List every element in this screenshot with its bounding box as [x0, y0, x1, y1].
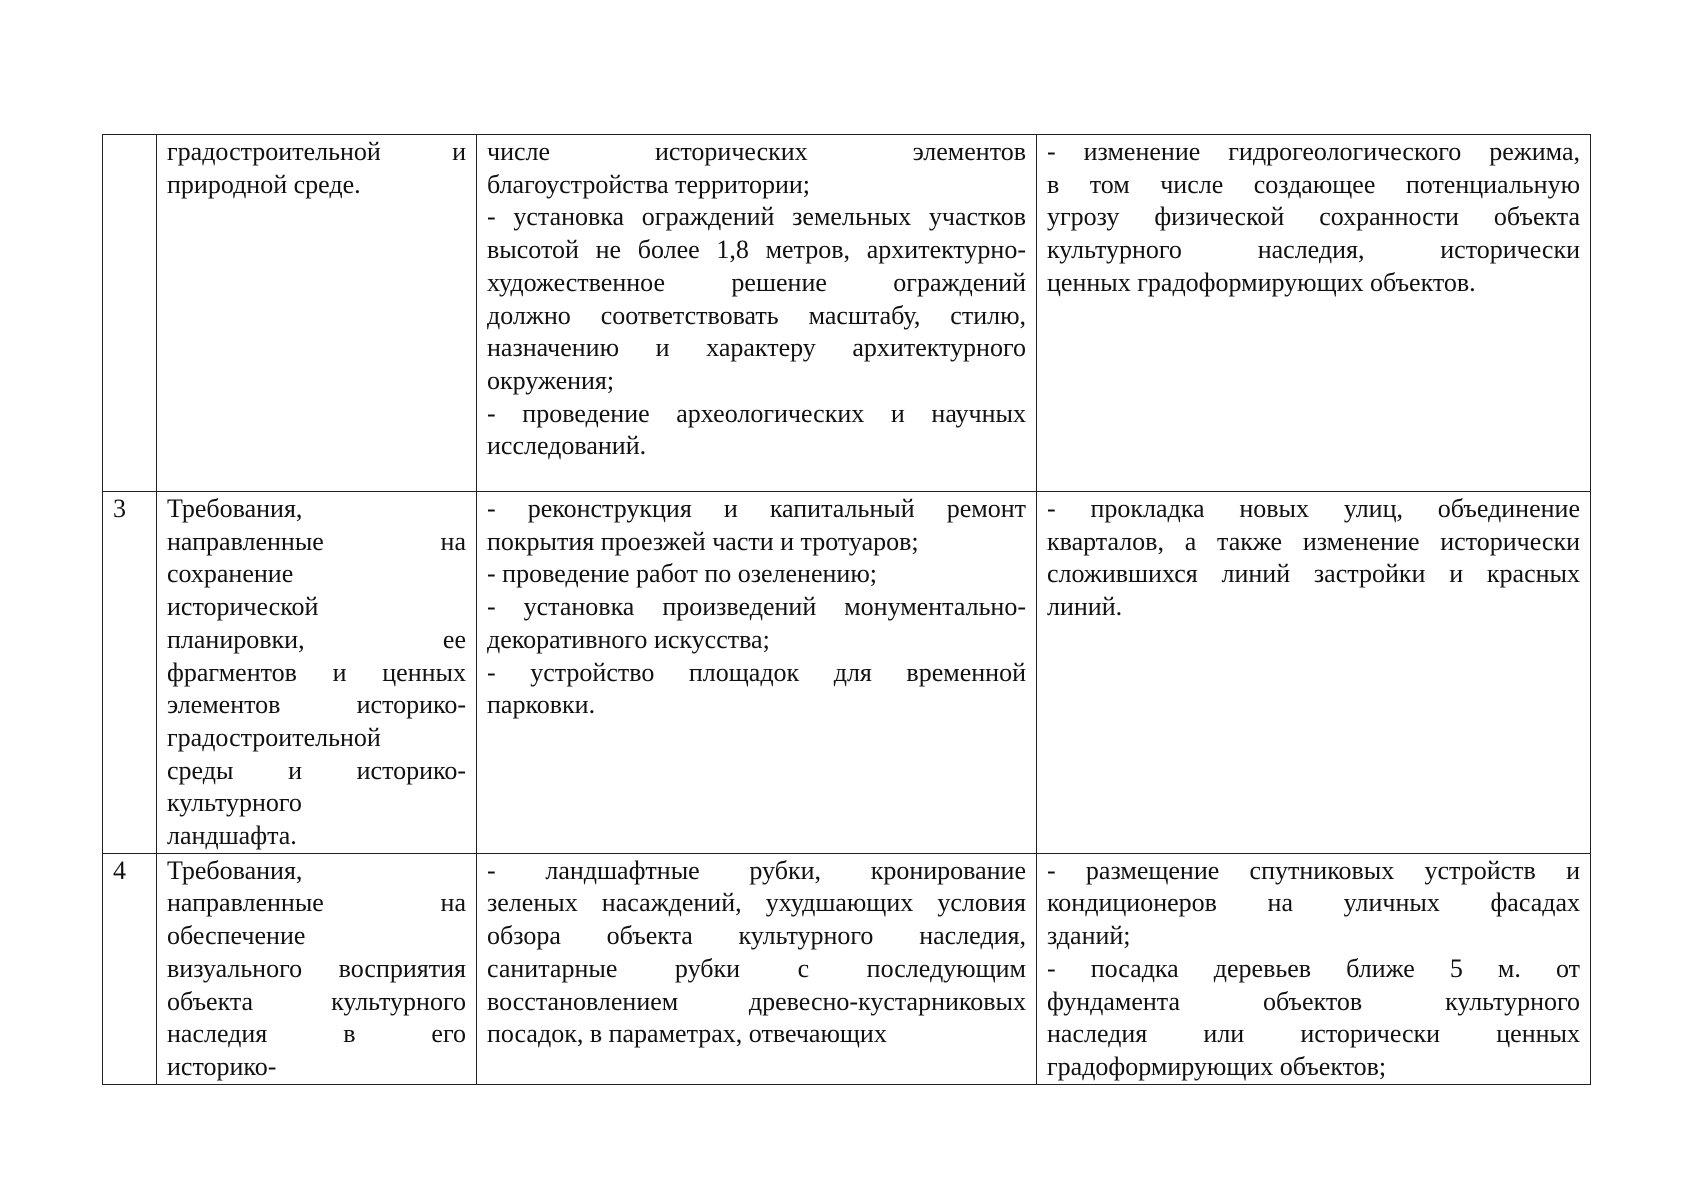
text-line: наследия в его	[167, 1019, 466, 1049]
text-line: высотой не более 1,8 метров, архитектурно-	[487, 235, 1026, 265]
text-line: исследований.	[487, 431, 647, 461]
text-line: - проведение работ по озеленению;	[487, 559, 877, 589]
prohibited-works-cell	[1037, 492, 1591, 854]
text-line: сложившихся линий застройки и красных	[1047, 559, 1580, 589]
requirement-name-cell	[157, 853, 477, 1084]
permitted-works-cell	[477, 492, 1037, 854]
text-line: - ландшафтные рубки, кронирование	[487, 855, 1026, 885]
requirement-name-cell	[157, 492, 477, 854]
text-line: кварталов, а также изменение исторически	[1047, 526, 1580, 556]
text-line: числе исторических элементов	[487, 137, 1026, 166]
text-line: линий.	[1047, 592, 1123, 622]
text-line: среды и историко-	[167, 755, 466, 785]
text-line: - устройство площадок для временной	[487, 657, 1026, 687]
row-number-cell: 4	[103, 853, 157, 1084]
text-line: парковки.	[487, 690, 596, 720]
prohibited-works-cell	[1037, 135, 1591, 492]
text-line: посадок, в параметрах, отвечающих	[487, 1019, 887, 1049]
permitted-works-cell	[477, 853, 1037, 1084]
text-line: - прокладка новых улиц, объединение	[1047, 494, 1580, 523]
text-line: покрытия проезжей части и тротуаров;	[487, 526, 919, 556]
text-line: - посадка деревьев ближе 5 м. от	[1047, 953, 1580, 983]
requirement-name-cell	[157, 135, 477, 492]
text-line: ценных градоформирующих объектов.	[1047, 267, 1476, 297]
text-line: обзора объекта культурного наследия,	[487, 921, 1026, 951]
text-line: обеспечение	[167, 921, 306, 951]
text-line: градоформирующих объектов;	[1047, 1051, 1387, 1081]
text-line: элементов историко-	[167, 690, 466, 720]
text-line: - проведение археологических и научных	[487, 398, 1026, 428]
text-line: назначению и характеру архитектурного	[487, 333, 1026, 363]
text-line: исторической	[167, 592, 319, 622]
text-line: окружения;	[487, 365, 615, 395]
text-line: восстановлением древесно-кустарниковых	[487, 986, 1026, 1016]
requirements-table	[102, 134, 1591, 1085]
text-line: историко-	[167, 1051, 277, 1081]
permitted-works-cell	[477, 135, 1037, 492]
text-line: зданий;	[1047, 921, 1131, 951]
text-line: должно соответствовать масштабу, стилю,	[487, 300, 1026, 330]
table-row	[103, 135, 1591, 492]
text-line: направленные на	[167, 526, 466, 556]
text-line: планировки, ее	[167, 624, 466, 654]
text-line: - размещение спутниковых устройств и	[1047, 855, 1580, 885]
row-number-cell: 3	[103, 492, 157, 854]
text-line: фрагментов и ценных	[167, 657, 466, 687]
prohibited-works-cell	[1037, 853, 1591, 1084]
text-line: - реконструкция и капитальный ремонт	[487, 494, 1026, 523]
text-line: культурного	[167, 788, 302, 818]
text-line: - изменение гидрогеологического режима,	[1047, 137, 1580, 166]
text-line: - установка ограждений земельных участков	[487, 202, 1026, 232]
text-line: художественное решение ограждений	[487, 267, 1026, 297]
text-line: наследия или исторически ценных	[1047, 1019, 1580, 1049]
text-line: фундамента объектов культурного	[1047, 986, 1580, 1016]
text-line: природной среде.	[167, 169, 361, 199]
text-line: градостроительной и	[167, 137, 466, 166]
text-line: - установка произведений монументально-	[487, 592, 1026, 622]
text-line: Требования,	[167, 855, 303, 885]
text-line: ландшафта.	[167, 821, 297, 851]
text-line: визуального восприятия	[167, 953, 466, 983]
text-line: зеленых насаждений, ухудшающих условия	[487, 888, 1026, 918]
text-line: кондиционеров на уличных фасадах	[1047, 888, 1580, 918]
text-line: Требования,	[167, 494, 303, 523]
text-line: санитарные рубки с последующим	[487, 953, 1026, 983]
table-row	[103, 853, 1591, 1084]
row-number-cell	[103, 135, 157, 492]
text-line: сохранение	[167, 559, 294, 589]
text-line: угрозу физической сохранности объекта	[1047, 202, 1580, 232]
text-line: культурного наследия, исторически	[1047, 235, 1580, 265]
text-line: благоустройства территории;	[487, 169, 811, 199]
text-line: направленные на	[167, 888, 466, 918]
table-row	[103, 492, 1591, 854]
text-line: градостроительной	[167, 722, 381, 752]
text-line: декоративного искусства;	[487, 624, 770, 654]
text-line: объекта культурного	[167, 986, 466, 1016]
text-line: в том числе создающее потенциальную	[1047, 169, 1580, 199]
